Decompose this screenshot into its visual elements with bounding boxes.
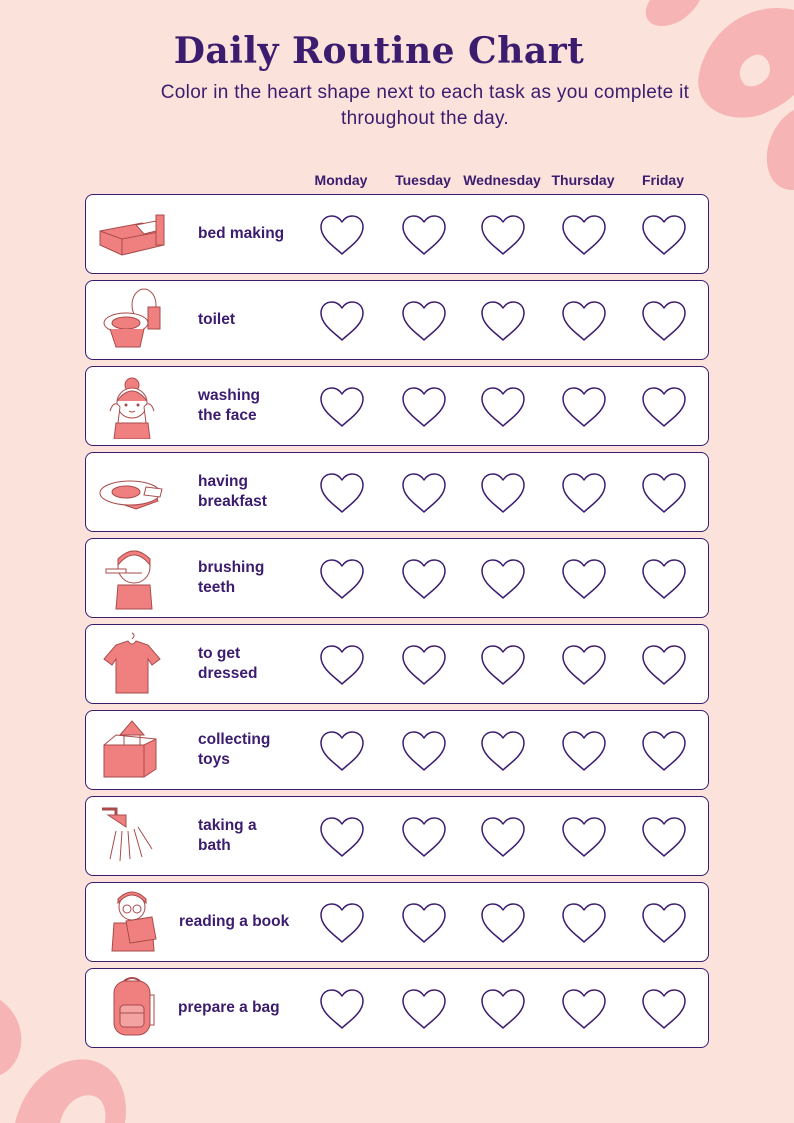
heart-checkbox-wednesday-icon[interactable] (479, 729, 527, 773)
heart-checkbox-friday-icon[interactable] (640, 987, 688, 1031)
bed-icon (96, 201, 168, 267)
backpack-icon (96, 975, 168, 1041)
heart-checkbox-monday-icon[interactable] (318, 471, 366, 515)
heart-checkbox-friday-icon[interactable] (640, 385, 688, 429)
day-header-thursday: Thursday (551, 172, 615, 188)
heart-checkbox-monday-icon[interactable] (318, 213, 366, 257)
heart-checkbox-wednesday-icon[interactable] (479, 987, 527, 1031)
task-row (85, 624, 709, 704)
heart-checkbox-tuesday-icon[interactable] (400, 729, 448, 773)
instructions-text: Color in the heart shape next to each task as you complete it throughout the day. (160, 82, 690, 129)
reading-kid-icon (96, 889, 168, 955)
heart-checkbox-wednesday-icon[interactable] (479, 901, 527, 945)
heart-checkbox-tuesday-icon[interactable] (400, 815, 448, 859)
task-label: collecting toys (198, 731, 271, 768)
task-row (85, 968, 709, 1048)
day-header-friday: Friday (641, 172, 684, 188)
day-header-tuesday: Tuesday (395, 172, 451, 188)
heart-checkbox-monday-icon[interactable] (318, 385, 366, 429)
heart-checkbox-friday-icon[interactable] (640, 815, 688, 859)
heart-checkbox-wednesday-icon[interactable] (479, 471, 527, 515)
heart-checkbox-thursday-icon[interactable] (560, 987, 608, 1031)
task-row (85, 710, 709, 790)
task-row (85, 796, 709, 876)
task-row (85, 366, 709, 446)
day-header-wednesday: Wednesday (463, 172, 541, 188)
heart-checkbox-thursday-icon[interactable] (560, 471, 608, 515)
task-label: taking a bath (198, 817, 257, 854)
heart-checkbox-tuesday-icon[interactable] (400, 213, 448, 257)
heart-checkbox-tuesday-icon[interactable] (400, 643, 448, 687)
day-header-monday: Monday (314, 172, 368, 188)
breakfast-plate-icon (96, 459, 168, 525)
toilet-icon (96, 287, 168, 353)
tshirt-icon (96, 631, 168, 697)
heart-checkbox-monday-icon[interactable] (318, 729, 366, 773)
heart-checkbox-monday-icon[interactable] (318, 643, 366, 687)
heart-checkbox-wednesday-icon[interactable] (479, 299, 527, 343)
heart-checkbox-friday-icon[interactable] (640, 901, 688, 945)
task-label: brushing teeth (198, 559, 265, 596)
heart-checkbox-thursday-icon[interactable] (560, 815, 608, 859)
page-title: Daily Routine Chart (173, 30, 585, 72)
heart-checkbox-friday-icon[interactable] (640, 299, 688, 343)
heart-checkbox-thursday-icon[interactable] (560, 901, 608, 945)
task-row (85, 882, 709, 962)
heart-checkbox-thursday-icon[interactable] (560, 385, 608, 429)
heart-checkbox-monday-icon[interactable] (318, 901, 366, 945)
heart-checkbox-monday-icon[interactable] (318, 815, 366, 859)
toy-box-icon (96, 717, 168, 783)
heart-checkbox-friday-icon[interactable] (640, 471, 688, 515)
heart-checkbox-tuesday-icon[interactable] (400, 557, 448, 601)
task-label: to get dressed (198, 645, 258, 682)
heart-checkbox-thursday-icon[interactable] (560, 729, 608, 773)
task-row (85, 280, 709, 360)
heart-checkbox-tuesday-icon[interactable] (400, 987, 448, 1031)
task-row (85, 194, 709, 274)
heart-checkbox-monday-icon[interactable] (318, 557, 366, 601)
task-label: washing the face (198, 387, 261, 424)
heart-checkbox-tuesday-icon[interactable] (400, 471, 448, 515)
task-label: reading a book (179, 913, 290, 930)
heart-checkbox-friday-icon[interactable] (640, 213, 688, 257)
heart-checkbox-tuesday-icon[interactable] (400, 385, 448, 429)
toothbrush-kid-icon (96, 545, 168, 611)
heart-checkbox-friday-icon[interactable] (640, 557, 688, 601)
task-label: having breakfast (198, 473, 267, 510)
heart-checkbox-wednesday-icon[interactable] (479, 213, 527, 257)
heart-checkbox-wednesday-icon[interactable] (479, 557, 527, 601)
heart-checkbox-wednesday-icon[interactable] (479, 815, 527, 859)
task-row (85, 452, 709, 532)
heart-checkbox-thursday-icon[interactable] (560, 213, 608, 257)
task-label: prepare a bag (178, 999, 280, 1016)
heart-checkbox-wednesday-icon[interactable] (479, 643, 527, 687)
task-row (85, 538, 709, 618)
task-label: toilet (198, 311, 236, 328)
heart-checkbox-tuesday-icon[interactable] (400, 299, 448, 343)
heart-checkbox-friday-icon[interactable] (640, 643, 688, 687)
task-label: bed making (198, 225, 285, 242)
heart-checkbox-wednesday-icon[interactable] (479, 385, 527, 429)
heart-checkbox-tuesday-icon[interactable] (400, 901, 448, 945)
shower-icon (96, 803, 168, 869)
heart-checkbox-monday-icon[interactable] (318, 987, 366, 1031)
heart-checkbox-monday-icon[interactable] (318, 299, 366, 343)
heart-checkbox-thursday-icon[interactable] (560, 643, 608, 687)
heart-checkbox-thursday-icon[interactable] (560, 299, 608, 343)
face-wash-icon (96, 373, 168, 439)
heart-checkbox-friday-icon[interactable] (640, 729, 688, 773)
heart-checkbox-thursday-icon[interactable] (560, 557, 608, 601)
